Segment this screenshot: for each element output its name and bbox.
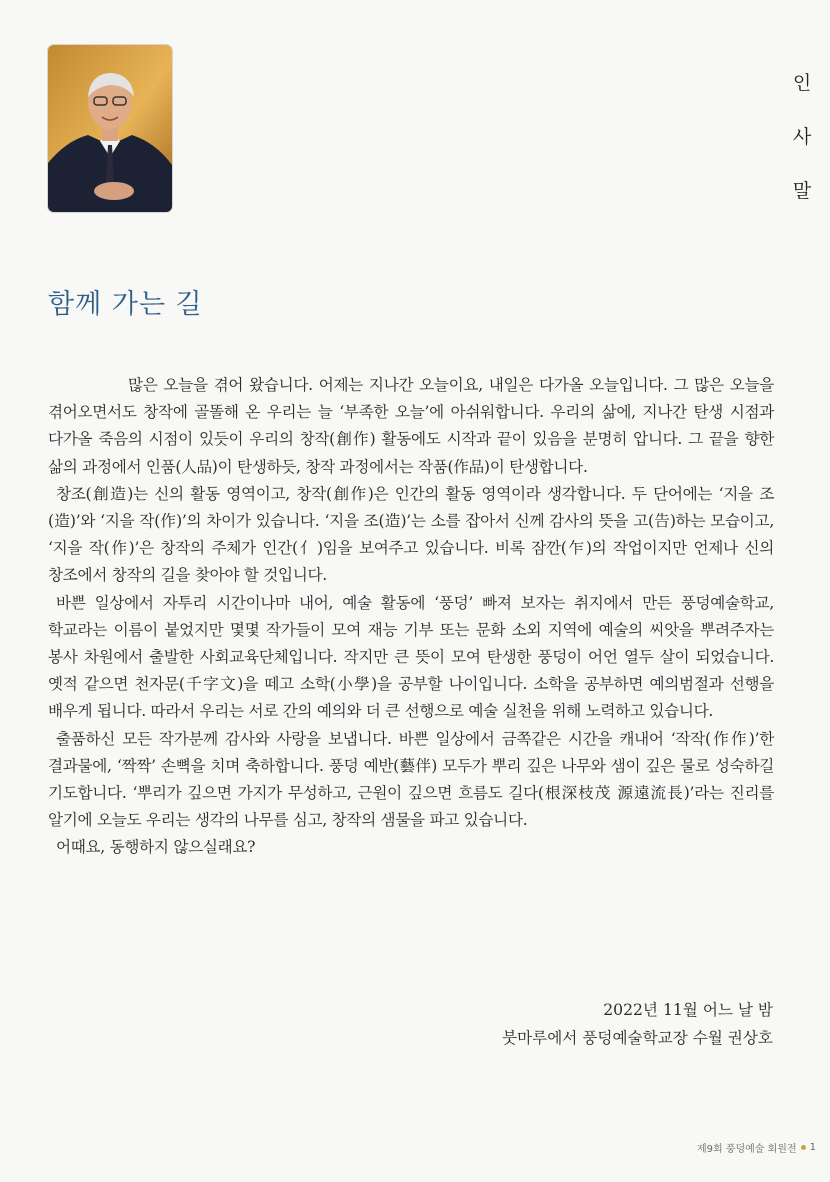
- footer-label: 제9회 풍덩예술 회원전: [696, 1144, 797, 1155]
- paragraph: 많은 오늘을 겪어 왔습니다. 어제는 지나간 오늘이요, 내일은 다가올 오늘입니다. 그 많은 오늘을 겪어오면서도 창작에 골똘해 온 우리는 늘 ‘부족한 오늘’에 아쉬워합니다. 우리의 삶에, 지나간 탄생 시점과 다가올 죽음의 시점이 있듯이 우리의 창작(創作) 활동에도 시작과 끝이 있음을 분명히 압니다. 그 끝을 향한 삶의 과정에서 인품(人品)이 탄생하듯, 창작 과정에서는 작품(作品)이 탄생합니다.: [48, 376, 774, 476]
- author-photo: [48, 45, 172, 212]
- vertical-title-char: 인: [792, 72, 812, 94]
- paragraph: 바쁜 일상에서 자투리 시간이나마 내어, 예술 활동에 ‘풍덩’ 빠져 보자는 취지에서 만든 풍덩예술학교, 학교라는 이름이 붙었지만 몇몇 작가들이 모여 재능 기부 또는 문화 소외 지역에 예술의 씨앗을 뿌려주자는 봉사 차원에서 출발한 사회교육단체입니다. 작지만 큰 뜻이 모여 탄생한 풍덩이 어언 열두 살이 되었습니다. 옛적 같으면 천자문(千字文)을 떼고 소학(小學)을 공부할 나이입니다. 소학을 공부하면 예의범절과 선행을 배우게 됩니다. 따라서 우리는 서로 간의 예의와 더 큰 선행으로 예술 실천을 위해 노력하고 있습니다.: [48, 593, 774, 721]
- vertical-title: [788, 56, 816, 218]
- signature-author: 붓마루에서 풍덩예술학교장 수월 권상호: [502, 1029, 773, 1047]
- page-heading: 함께 가는 길: [48, 289, 203, 320]
- vertical-title-char: 사: [792, 126, 812, 148]
- paragraph: 출품하신 모든 작가분께 감사와 사랑을 보냅니다. 바쁜 일상에서 금쪽같은 시간을 캐내어 ‘작작(作作)’한 결과물에, ‘짝짝’ 손뼉을 치며 축하합니다. 풍덩 예반(藝伴) 모두가 뿌리 깊은 나무와 샘이 깊은 물로 성숙하길 기도합니다. ‘뿌리가 깊으면 가지가 무성하고, 근원이 깊으면 흐름도 길다(根深枝茂 源遠流長)’라는 진리를 알기에 오늘도 우리는 생각의 나무를 심고, 창작의 샘물을 파고 있습니다.: [48, 729, 774, 830]
- paragraph: 창조(創造)는 신의 활동 영역이고, 창작(創作)은 인간의 활동 영역이라 생각합니다. 두 단어에는 ‘지을 조(造)’와 ‘지을 작(作)’의 차이가 있습니다. ‘지을 조(造)’는 소를 잡아서 신께 감사의 뜻을 고(告)하는 모습이고, ‘지을 작(作)’은 창작의 주체가 인간(亻)임을 보여주고 있습니다. 비록 잠깐(乍)의 작업이지만 언제나 신의 창조에서 창작의 길을 찾아야 할 것입니다.: [48, 484, 774, 585]
- vertical-title-char: 말: [792, 180, 812, 202]
- signature-date: 2022년 11월 어느 날 밤: [603, 1001, 773, 1019]
- signature-block: [502, 996, 773, 1052]
- paragraph: 어때요, 동행하지 않으실래요?: [56, 838, 256, 857]
- portrait-image: [48, 45, 172, 212]
- greeting-body: [48, 372, 774, 862]
- page-footer: [697, 1140, 816, 1155]
- page-number: 1: [809, 1142, 816, 1153]
- bullet-dot-icon: [801, 1145, 806, 1150]
